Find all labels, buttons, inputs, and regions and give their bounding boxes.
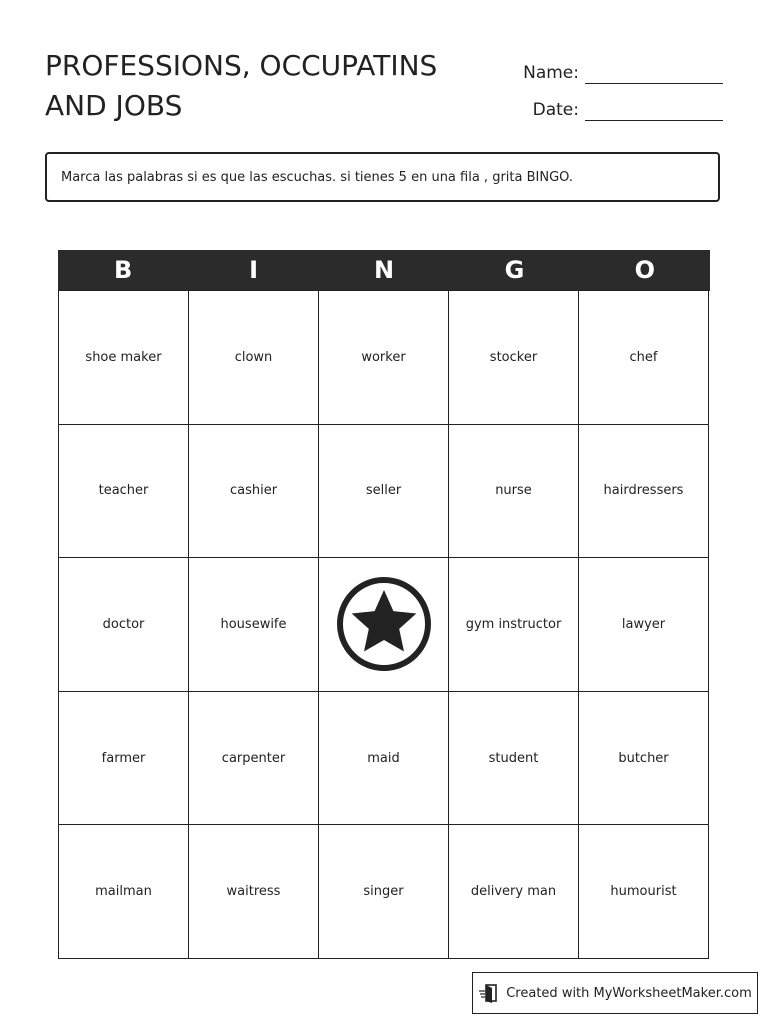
bingo-header-row — [58, 250, 710, 290]
instructions-box — [45, 152, 720, 202]
bingo-cell: maid — [319, 692, 449, 826]
title-line-1: PROFESSIONS, OCCUPATINS — [45, 49, 438, 82]
name-blank-line — [585, 57, 723, 84]
bingo-cell: worker — [319, 291, 449, 425]
bingo-grid — [58, 290, 710, 959]
bingo-cell: farmer — [59, 692, 189, 826]
date-blank-line — [585, 94, 723, 121]
bingo-header-i: I — [249, 256, 259, 284]
bingo-cell: butcher — [579, 692, 709, 826]
bingo-board — [58, 250, 710, 959]
bingo-cell: gym instructor — [449, 558, 579, 692]
bingo-cell: housewife — [189, 558, 319, 692]
bingo-cell: stocker — [449, 291, 579, 425]
instructions-text: Marca las palabras si es que las escuchas. si tienes 5 en una fila , grita BINGO. — [61, 169, 573, 185]
bingo-header-n: N — [373, 256, 395, 284]
bingo-cell: doctor — [59, 558, 189, 692]
title-line-2: AND JOBS — [45, 89, 183, 122]
bingo-cell: mailman — [59, 825, 189, 959]
bingo-header-g: G — [504, 256, 525, 284]
bingo-cell: nurse — [449, 425, 579, 559]
bingo-cell: shoe maker — [59, 291, 189, 425]
star-in-circle-icon — [336, 576, 432, 672]
page-title — [45, 46, 485, 126]
created-with-badge[interactable] — [472, 972, 758, 1014]
bingo-cell: cashier — [189, 425, 319, 559]
bingo-cell: lawyer — [579, 558, 709, 692]
student-info-fields — [463, 47, 723, 121]
name-field-row — [463, 47, 723, 84]
worksheet-maker-logo-icon — [478, 983, 500, 1003]
name-label: Name: — [523, 63, 579, 83]
bingo-cell: hairdressers — [579, 425, 709, 559]
bingo-cell: teacher — [59, 425, 189, 559]
bingo-cell: singer — [319, 825, 449, 959]
bingo-cell: waitress — [189, 825, 319, 959]
bingo-cell: clown — [189, 291, 319, 425]
bingo-header-o: O — [634, 256, 656, 284]
bingo-cell: chef — [579, 291, 709, 425]
date-field-row — [463, 84, 723, 121]
bingo-header-b: B — [114, 256, 133, 284]
free-space-cell — [319, 558, 449, 692]
date-label: Date: — [532, 100, 579, 120]
created-with-text: Created with MyWorksheetMaker.com — [506, 985, 752, 1001]
bingo-cell: delivery man — [449, 825, 579, 959]
bingo-cell: humourist — [579, 825, 709, 959]
bingo-cell: seller — [319, 425, 449, 559]
bingo-cell: carpenter — [189, 692, 319, 826]
bingo-cell: student — [449, 692, 579, 826]
